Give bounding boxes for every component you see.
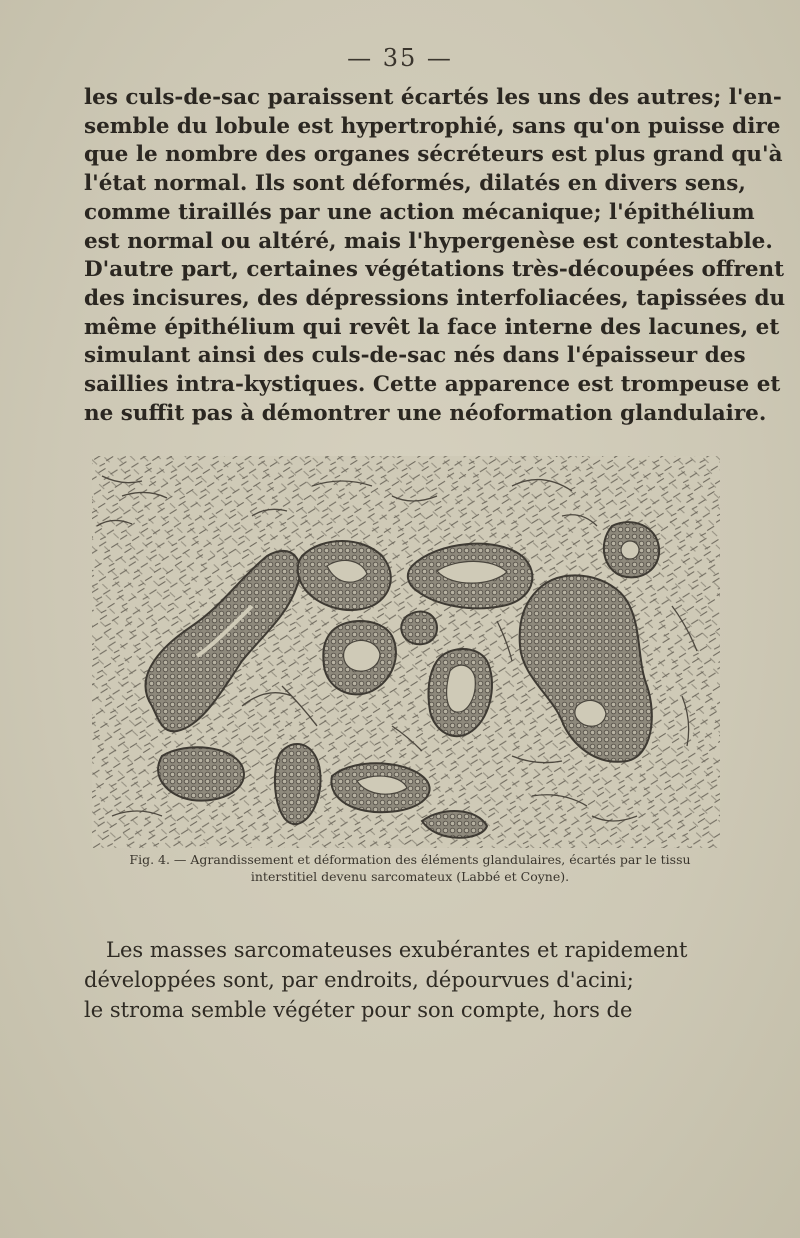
gland-duct-small-center bbox=[401, 612, 437, 645]
text-line: des incisures, des dépressions interfoliacées, tapissées du bbox=[84, 285, 786, 311]
text-line: même épithélium qui revêt la face interne des lacunes, et bbox=[84, 314, 780, 340]
text-line: est normal ou altéré, mais l'hypergenèse est contestable. bbox=[84, 228, 773, 254]
text-line: simulant ainsi des culs-de-sac nés dans l'épaisseur des bbox=[84, 343, 746, 369]
caption-line: Fig. 4. — Agrandissement et déformation des éléments glandulaires, écartés par le tissu bbox=[129, 852, 691, 867]
text-line: ne suffit pas à démontrer une néoformation glandulaire. bbox=[84, 400, 767, 426]
text-line: Les masses sarcomateuses exubérantes et rapidement bbox=[106, 938, 688, 962]
gland-duct-lower-left bbox=[158, 747, 244, 800]
page-number: — 35 — bbox=[347, 44, 453, 72]
text-line: développées sont, par endroits, dépourvues d'acini; bbox=[84, 968, 634, 992]
text-line: le stroma semble végéter pour son compte, hors de bbox=[84, 998, 633, 1022]
text-line: comme tiraillés par une action mécanique; l'épithélium bbox=[84, 199, 755, 225]
text-line: l'état normal. Ils sont déformés, dilatés en divers sens, bbox=[84, 171, 746, 197]
text-line: les culs-de-sac paraissent écartés les uns des autres; l'en- bbox=[84, 85, 782, 110]
histology-engraving bbox=[92, 456, 720, 848]
text-line: semble du lobule est hypertrophié, sans qu'on puisse dire bbox=[84, 113, 781, 139]
figure-caption bbox=[100, 851, 720, 885]
paragraph-1 bbox=[84, 84, 786, 428]
text-line: saillies intra-kystiques. Cette apparence est trompeuse et bbox=[84, 372, 781, 398]
paragraph-2 bbox=[84, 935, 726, 1025]
tissue-illustration bbox=[92, 456, 720, 848]
text-line: D'autre part, certaines végétations très-découpées offrent bbox=[84, 257, 785, 283]
text-line: que le nombre des organes sécréteurs est plus grand qu'à bbox=[84, 142, 783, 168]
caption-line: interstitiel devenu sarcomateux (Labbé et Coyne). bbox=[250, 869, 570, 884]
